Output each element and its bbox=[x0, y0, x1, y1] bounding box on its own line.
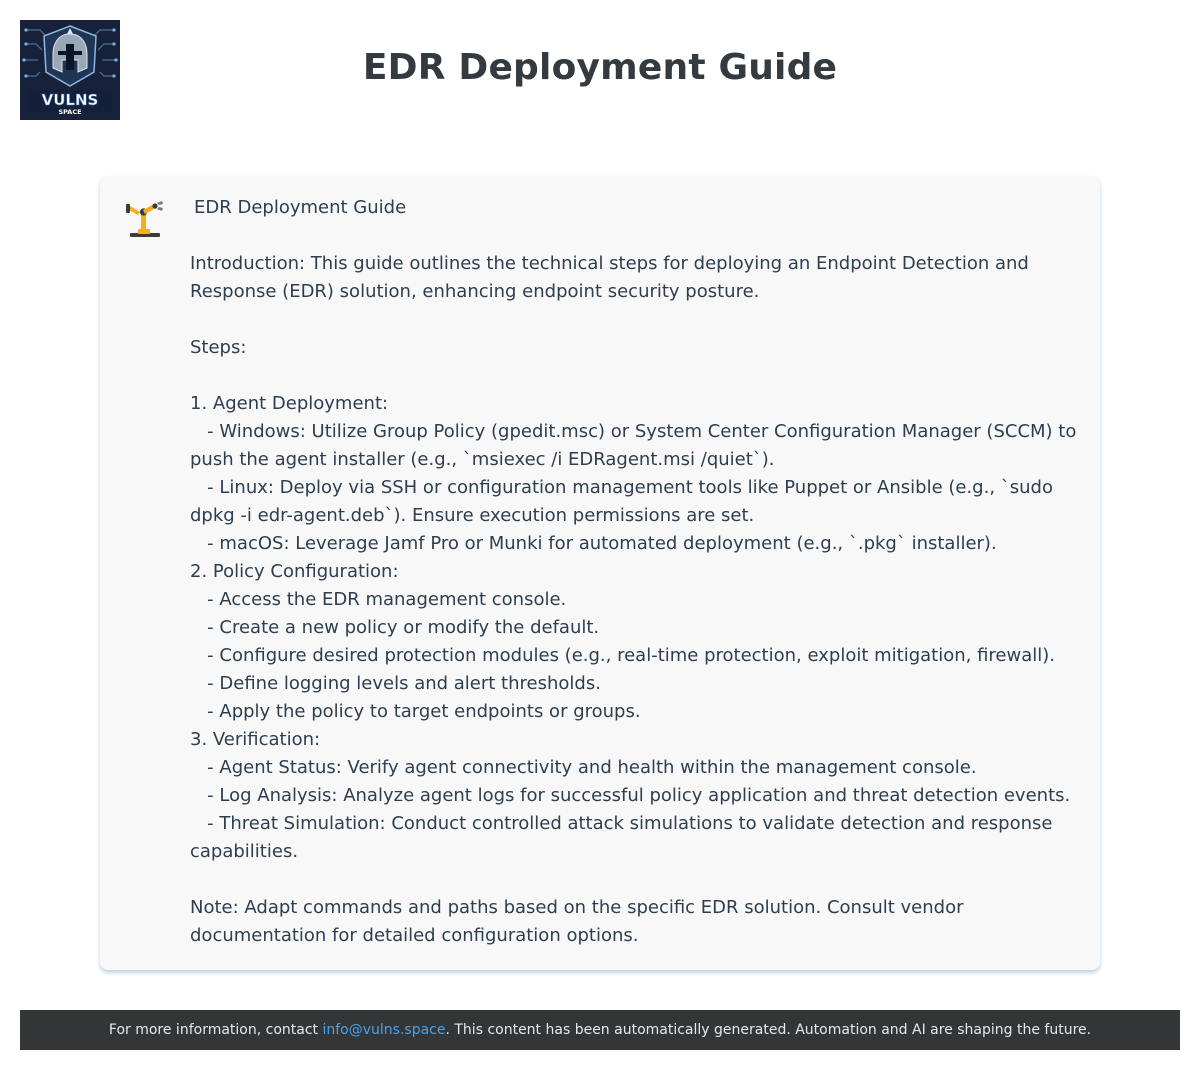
logo-wordmark: VULNS bbox=[41, 91, 99, 109]
guide-card bbox=[100, 176, 1100, 970]
footer bbox=[20, 1010, 1180, 1050]
contact-email-link[interactable]: info@vulns.space bbox=[322, 1022, 446, 1038]
card-body-text: Introduction: This guide outlines the technical steps for deploying an Endpoint Detection and Response (EDR) solution, enhancing endpoint security posture. Steps: 1. Agent Deployment: - Windows: Utilize Group Policy (gpedit.msc) or System Center Configuration Manager (SCCM) to push the agent installer (e.g., `msiexec /i EDRagent.msi /quiet`). - Linux: Deploy via SSH or configuration management tools like Puppet or Ansible (e.g., `sudo dpkg -i edr-agent.deb`). Ensure execution permissions are set. - macOS: Leverage Jamf Pro or Munki for automated deployment (e.g., `.pkg` installer). 2. Policy Configuration: - Access the EDR management console. - Create a new policy or modify the default. - Configure desired protection modules (e.g., real-time protection, exploit mitigation, firewall). - Define logging levels and alert thresholds. - Apply the policy to target endpoints or groups. 3. Verification: - Agent Status: Verify agent connectivity and health within the management console. - Log Analysis: Analyze agent logs for successful policy application and threat detection events. - Threat Simulation: Conduct controlled attack simulations to validate detection and response capabilities. Note: Adapt commands and paths based on the specific EDR solution. Consult vendor documentation for detailed configuration options. bbox=[190, 253, 1077, 946]
logo-subwordmark: SPACE bbox=[58, 108, 82, 116]
footer-suffix: . This content has been automatically generated. Automation and AI are shaping the future. bbox=[445, 1022, 1092, 1038]
page-title: EDR Deployment Guide bbox=[362, 47, 838, 88]
card-title: EDR Deployment Guide bbox=[194, 197, 407, 218]
robot-arm-icon bbox=[124, 198, 166, 240]
footer-prefix: For more information, contact bbox=[108, 1022, 323, 1038]
